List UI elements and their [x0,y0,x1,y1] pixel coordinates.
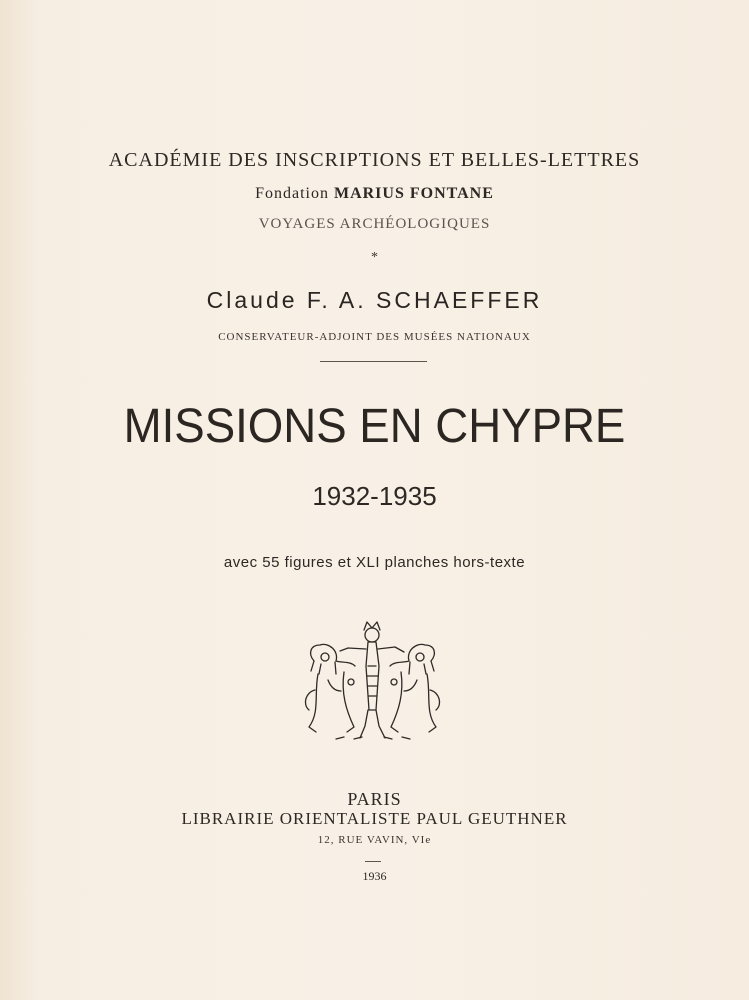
series-title: VOYAGES ARCHÉOLOGIQUES [258,216,491,232]
year-rule [365,861,381,862]
author-name: Claude F. A. SCHAEFFER [206,287,543,313]
foundation-name: MARIUS FONTANE [333,185,494,202]
book-title: MISSIONS EN CHYPRE [123,400,626,453]
publisher-city: PARIS [347,789,402,809]
foundation-prefix: Fondation [255,185,329,202]
publisher-address: 12, RUE VAVIN, VIe [317,834,432,846]
foundation-line [0,185,749,203]
book-details: avec 55 figures et XLI planches hors-texte [223,554,526,571]
author-position: CONSERVATEUR-ADJOINT DES MUSÉES NATIONAUX [218,331,531,343]
publisher-name: LIBRAIRIE ORIENTALISTE PAUL GEUTHNER [181,809,568,828]
academy-heading: ACADÉMIE DES INSCRIPTIONS ET BELLES-LETTRES [108,149,641,171]
master-of-animals-emblem-icon [296,618,450,748]
book-years: 1932-1935 [312,481,437,511]
separator-asterisk: * [371,250,378,265]
publication-year: 1936 [362,869,387,883]
title-rule [320,361,427,362]
